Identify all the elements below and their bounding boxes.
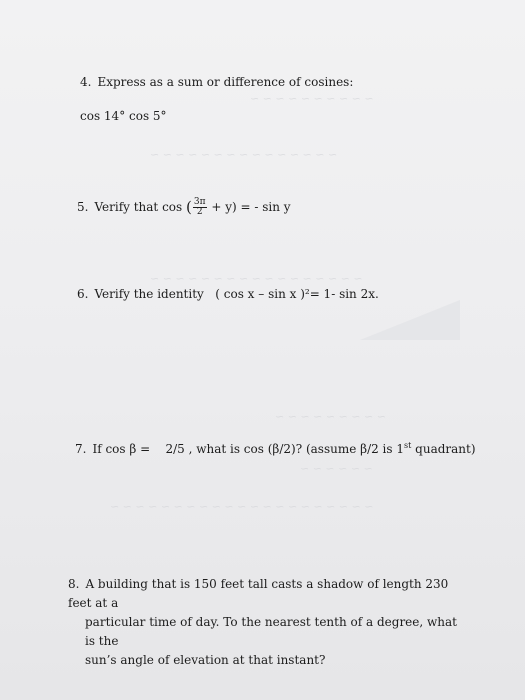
question-text: Verify the identity xyxy=(94,287,204,301)
question-number: 4. xyxy=(80,75,92,89)
expression-right: = - sin y xyxy=(240,200,291,214)
question-text: A building that is 150 feet tall casts a shadow of length 230 feet at a xyxy=(68,577,449,610)
fraction-numerator: 3π xyxy=(193,197,206,207)
question-text: Express as a sum or difference of cosines: xyxy=(97,75,354,89)
question-4 xyxy=(80,73,353,92)
open-paren: ( xyxy=(186,198,192,216)
question-number: 5. xyxy=(77,200,89,214)
expression-middle: + y) xyxy=(211,200,237,214)
question-suffix: quadrant) xyxy=(411,442,476,456)
question-value: 2/5 , what is cos (β/2)? (assume β/2 is 1 xyxy=(165,442,405,456)
question-line xyxy=(68,575,468,613)
identity-expression: ( cos x – sin x )²= 1- sin 2x. xyxy=(215,287,379,301)
question-text: Verify that cos xyxy=(94,200,183,214)
question-text: If cos β = xyxy=(92,442,151,456)
bleed-through-text: ~ ~ ~ ~ ~ ~ ~ ~ ~ ~ ~ ~ ~ ~ ~ ~ ~ xyxy=(150,272,363,285)
question-number: 6. xyxy=(77,287,89,301)
question-number: 7. xyxy=(75,442,87,456)
question-6 xyxy=(77,285,379,304)
fraction xyxy=(193,198,207,217)
fraction-denominator: 2 xyxy=(196,207,203,217)
ordinal-suffix: st xyxy=(404,441,412,450)
bleed-through-text: ~ ~ ~ ~ ~ ~ xyxy=(300,462,373,475)
question-7 xyxy=(75,436,476,459)
bleed-through-text: ~ ~ ~ ~ ~ ~ ~ ~ ~ ~ xyxy=(250,92,374,105)
bleed-through-triangle xyxy=(360,300,460,340)
question-number: 8. xyxy=(68,577,80,591)
bleed-through-text: ~ ~ ~ ~ ~ ~ ~ ~ ~ ~ ~ ~ ~ ~ ~ xyxy=(150,148,338,161)
question-line: particular time of day. To the nearest tenth of a degree, what is the xyxy=(85,615,457,648)
question-4-expression: cos 14° cos 5° xyxy=(80,109,167,123)
bleed-through-text: ~ ~ ~ ~ ~ ~ ~ ~ ~ ~ ~ ~ ~ ~ ~ ~ ~ ~ ~ ~ ~ xyxy=(110,500,374,513)
question-line: sun’s angle of elevation at that instant? xyxy=(85,653,326,667)
question-5 xyxy=(77,198,291,217)
bleed-through-text: ~ ~ ~ ~ ~ ~ ~ ~ ~ xyxy=(275,410,386,423)
question-8 xyxy=(68,575,468,670)
